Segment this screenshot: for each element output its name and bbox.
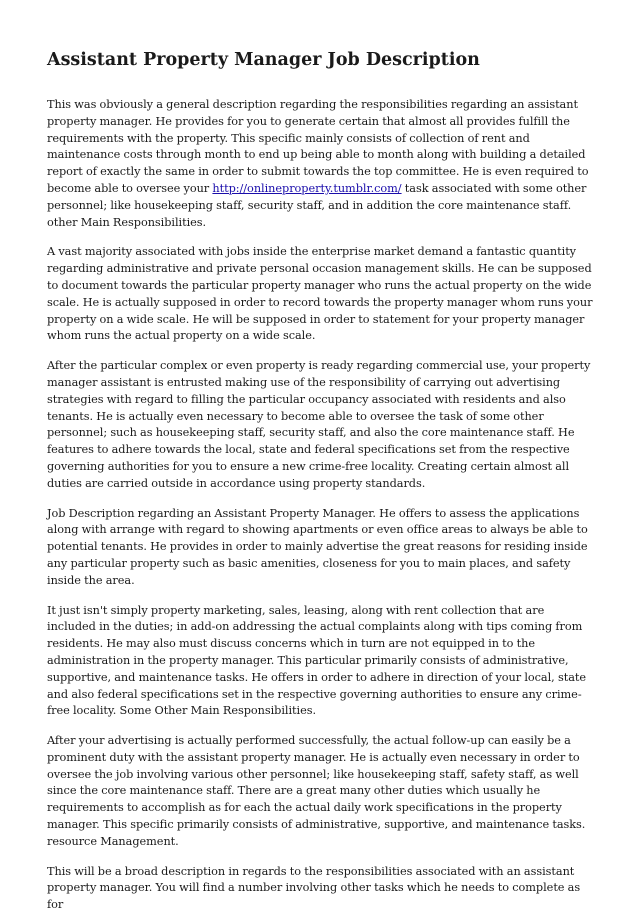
paragraph-1-text-after-link: task associated with some other personnel; like housekeeping staff, security staff, and in addition the core maintenance staff. other Main Responsibilities. [47,181,587,229]
paragraph-6: After your advertising is actually performed successfully, the actual follow-up can easily be a prominent duty with the assistant property manager. He is actually even necessary in order to oversee the job involving various other personnel; like housekeeping staff, safety staff, as well since the core maintenance staff. There are a great many other duties which usually he requirements to accomplish as for each the actual daily work specifications in the property manager. This specific primarily consists of administrative, supportive, and maintenance tasks. resource Management. [47,734,586,848]
paragraph-3: After the particular complex or even property is ready regarding commercial use, your property manager assistant is entrusted making use of the responsibility of carrying out advertising strategies with regard to filling the particular occupancy associated with residents and also tenants. He is actually even necessary to become able to oversee the task of some other personnel; such as housekeeping staff, security staff, and also the core maintenance staff. He features to adhere towards the local, state and federal specifications set from the respective governing authorities for you to ensure a new crime-free locality. Creating certain almost all duties are carried outside in accordance using property standards. [47,359,591,490]
paragraph-5: It just isn't simply property marketing, sales, leasing, along with rent collection that are included in the duties; in add-on addressing the actual complaints along with tips coming from residents. He may also must discuss concerns which in turn are not equipped in to the administration in the property manager. This particular primarily consists of administrative, supportive, and maintenance tasks. He offers in order to adhere in direction of your local, state and also federal specifications set in the respective governing authorities to ensure any crime-free locality. Some Other Main Responsibilities. [47,603,587,718]
paragraph-4: Job Description regarding an Assistant Property Manager. He offers to assess the applications along with arrange with regard to showing apartments or even office areas to always be able to potential tenants. He provides in order to mainly advertise the great reasons for residing inside any particular property such as basic amenities, closeness for you to main places, and safety inside the area. [47,506,588,587]
onlineproperty-link[interactable]: http://onlineproperty.tumblr.com/ [212,181,402,195]
document-title: Assistant Property Manager Job Description [47,50,480,70]
paragraph-1-text-before-link: This was obviously a general description regarding the responsibilities regarding an assistant property manager. He provides for you to generate certain that almost all provides fulfill the requirements with the property. This specific mainly consists of collection of rent and maintenance costs through month to end up being able to month along with building a detailed report of exactly the same in order to submit towards the top committee. He is even required to become able to oversee your [47,98,589,195]
paragraph-2: A vast majority associated with jobs inside the enterprise market demand a fantastic quantity regarding administrative and private personal occasion management skills. He can be supposed to document towards the particular property manager who runs the actual property on the wide scale. He is actually supposed in order to record towards the property manager whom runs your property on a wide scale. He will be supposed in order to statement for your property manager whom runs the actual property on a wide scale. [47,245,593,343]
paragraph-1 [47,97,596,231]
paragraph-7: This will be a broad description in regards to the responsibilities associated with an assistant property manager. You will find a number involving other tasks which he needs to complete as for [47,864,581,912]
